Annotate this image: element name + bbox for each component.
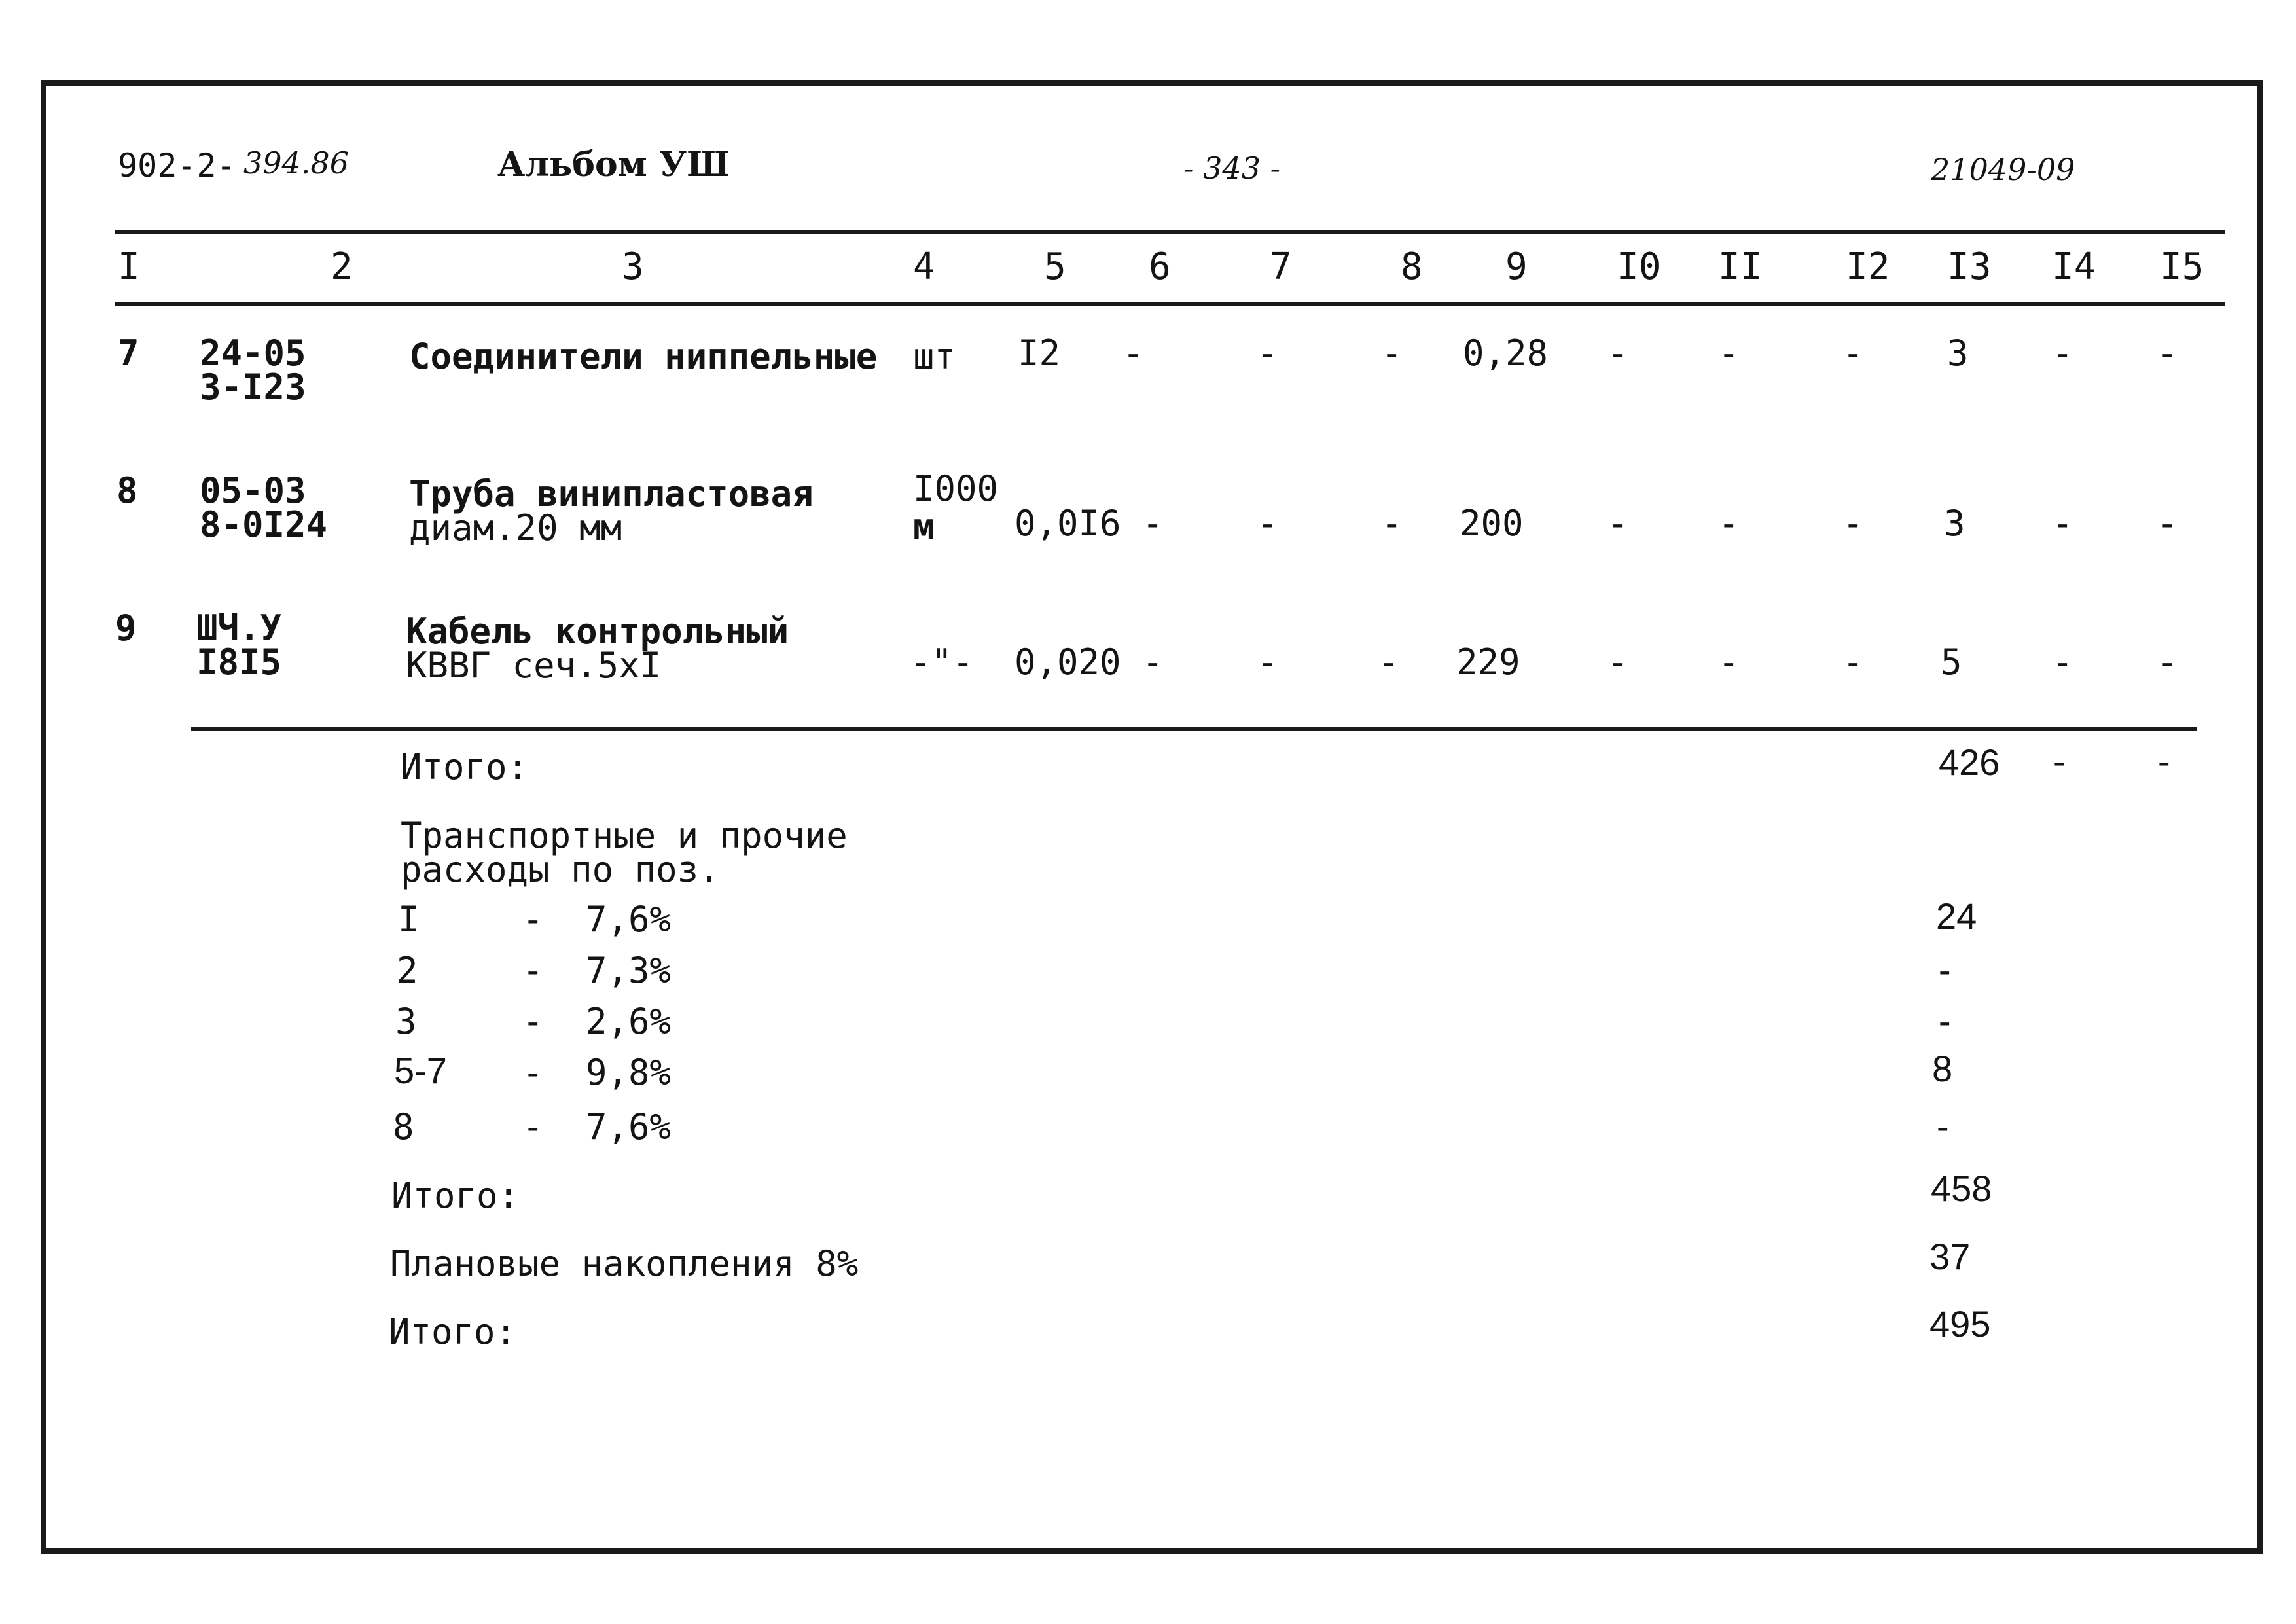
row-unit: -"- <box>910 641 974 683</box>
cell-col-11: - <box>1718 641 1740 683</box>
cell-col-13: 5 <box>1941 641 1962 683</box>
cell-col-6: - <box>1122 333 1144 374</box>
transport-position: 2 <box>397 950 418 991</box>
transport-value: - <box>1934 950 1956 991</box>
column-number: I2 <box>1846 245 1890 288</box>
cell-col-5: I2 <box>1018 333 1061 374</box>
row-code: 05-03 <box>200 470 306 511</box>
transport-dash: - <box>522 1001 544 1042</box>
transport-position: 5-7 <box>394 1050 447 1091</box>
column-number: 3 <box>622 245 644 288</box>
cell-col-6: - <box>1142 641 1164 683</box>
savings-value: 37 <box>1929 1236 1971 1277</box>
cell-col-15: - <box>2157 503 2178 544</box>
cell-col-8: - <box>1381 333 1403 374</box>
cell-col-7: - <box>1257 333 1278 374</box>
transport-percent: 9,8% <box>586 1052 672 1093</box>
grand-total-label: Итого: <box>389 1311 517 1352</box>
column-number: 4 <box>913 245 935 288</box>
transport-dash: - <box>522 1052 544 1093</box>
transport-percent: 2,6% <box>586 1001 672 1042</box>
cell-col-10: - <box>1607 333 1628 374</box>
column-number: I0 <box>1617 245 1661 288</box>
cell-col-12: - <box>1842 641 1864 683</box>
cell-col-11: - <box>1718 503 1740 544</box>
doc-code-handwritten: 394.86 <box>243 145 349 181</box>
subtotal-label: Итого: <box>401 746 529 787</box>
grand-total-value: 495 <box>1929 1303 1991 1344</box>
row-name: Соединители ниппельные <box>409 336 878 377</box>
subtotal-rule <box>191 727 2197 731</box>
cell-col-8: - <box>1378 641 1399 683</box>
cell-col-5: 0,020 <box>1014 641 1121 683</box>
column-number: I <box>118 245 140 288</box>
total-value: 458 <box>1931 1168 1992 1209</box>
cell-col-9: 200 <box>1460 503 1524 544</box>
row-code: 24-05 <box>200 333 306 374</box>
row-name: КВВГ сеч.5хI <box>406 645 662 686</box>
cell-col-15: - <box>2157 641 2178 683</box>
savings-label: Плановые накопления 8% <box>390 1243 859 1284</box>
row-code: ШЧ.У <box>196 607 282 649</box>
row-unit: м <box>913 506 935 547</box>
cell-col-13: 3 <box>1944 503 1965 544</box>
album-title: Альбом УШ <box>497 145 730 185</box>
column-number: 2 <box>331 245 353 288</box>
row-number: 9 <box>115 607 137 649</box>
column-number: 9 <box>1505 245 1528 288</box>
cell-col-5: 0,0I6 <box>1014 503 1121 544</box>
cell-col-10: - <box>1607 641 1628 683</box>
subtotal-col-14: - <box>2049 741 2070 782</box>
transport-title: Транспортные и прочие <box>401 815 848 856</box>
row-unit: I000 <box>913 468 999 509</box>
cell-col-7: - <box>1257 641 1278 683</box>
transport-percent: 7,6% <box>586 1106 672 1147</box>
cell-col-14: - <box>2052 503 2073 544</box>
transport-dash: - <box>522 899 544 940</box>
row-unit: шт <box>913 336 956 377</box>
transport-value: 24 <box>1936 895 1977 937</box>
row-code: 8-0I24 <box>200 504 328 545</box>
header-bottom-rule <box>115 302 2225 306</box>
transport-value: - <box>1932 1106 1954 1147</box>
column-number: I4 <box>2052 245 2096 288</box>
cell-col-7: - <box>1257 503 1278 544</box>
row-name: Кабель контрольный <box>406 611 789 652</box>
cell-col-15: - <box>2157 333 2178 374</box>
transport-dash: - <box>522 950 544 991</box>
transport-percent: 7,6% <box>586 899 672 940</box>
cell-col-9: 229 <box>1456 641 1520 683</box>
cell-col-12: - <box>1842 503 1864 544</box>
column-number: 8 <box>1401 245 1423 288</box>
column-number: 5 <box>1044 245 1066 288</box>
subtotal-col-13: 426 <box>1939 742 2000 783</box>
column-number: II <box>1718 245 1763 288</box>
page-number: - 343 - <box>1183 151 1281 186</box>
transport-title: расходы по поз. <box>401 849 720 890</box>
cell-col-14: - <box>2052 333 2073 374</box>
cell-col-6: - <box>1142 503 1164 544</box>
transport-position: 3 <box>395 1001 417 1042</box>
cell-col-12: - <box>1842 333 1864 374</box>
column-number: 7 <box>1270 245 1292 288</box>
row-code: 3-I23 <box>200 367 306 408</box>
column-number: I3 <box>1947 245 1992 288</box>
transport-dash: - <box>522 1106 544 1147</box>
transport-value: 8 <box>1932 1048 1953 1089</box>
cell-col-14: - <box>2052 641 2073 683</box>
column-number: I5 <box>2160 245 2204 288</box>
row-number: 7 <box>118 333 139 374</box>
column-number: 6 <box>1149 245 1171 288</box>
transport-percent: 7,3% <box>586 950 672 991</box>
cell-col-13: 3 <box>1947 333 1969 374</box>
transport-position: I <box>398 899 420 940</box>
total-label: Итого: <box>391 1175 520 1216</box>
cell-col-11: - <box>1718 333 1740 374</box>
row-name: Труба винипластовая <box>409 473 814 514</box>
document-number: 21049-09 <box>1931 152 2075 187</box>
cell-col-8: - <box>1381 503 1403 544</box>
header-top-rule <box>115 230 2225 234</box>
subtotal-col-15: - <box>2153 741 2175 782</box>
transport-position: 8 <box>393 1106 414 1147</box>
transport-value: - <box>1934 1001 1956 1042</box>
row-number: 8 <box>117 470 138 511</box>
doc-code: 902-2- <box>118 147 236 185</box>
row-name: диам.20 мм <box>409 507 622 549</box>
cell-col-9: 0,28 <box>1463 333 1549 374</box>
cell-col-10: - <box>1607 503 1628 544</box>
row-code: I8I5 <box>196 641 282 683</box>
